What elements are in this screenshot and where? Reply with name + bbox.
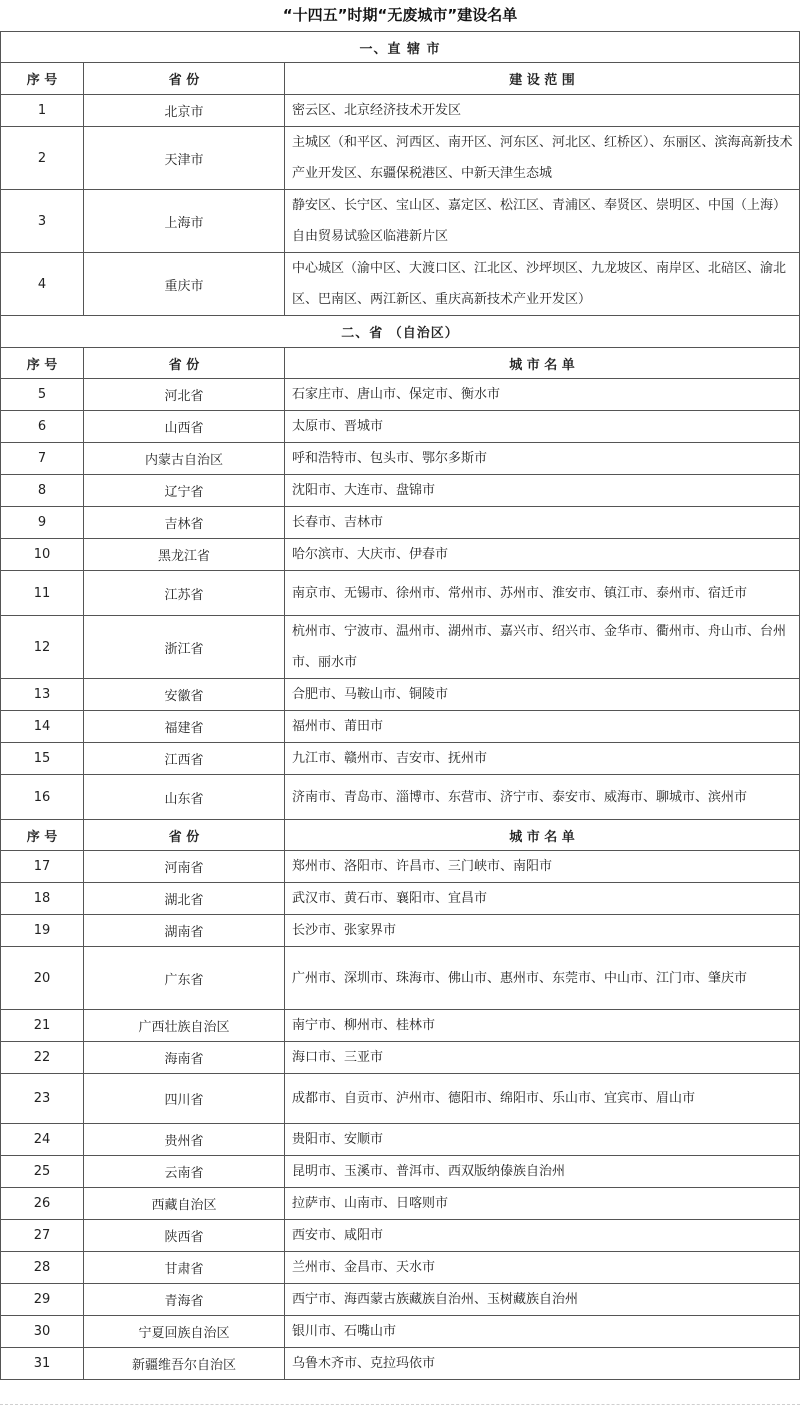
table-row (1, 1156, 800, 1188)
row-province: 辽宁省 (84, 475, 285, 507)
row-scope: 南京市、无锡市、徐州市、常州市、苏州市、淮安市、镇江市、泰州市、宿迁市 (285, 571, 800, 616)
table-row (1, 443, 800, 475)
row-scope: 杭州市、宁波市、温州市、湖州市、嘉兴市、绍兴市、金华市、衢州市、舟山市、台州市、丽水市 (285, 616, 800, 679)
row-scope: 石家庄市、唐山市、保定市、衡水市 (285, 379, 800, 411)
table-row (1, 1220, 800, 1252)
row-scope: 九江市、赣州市、吉安市、抚州市 (285, 743, 800, 775)
row-province: 内蒙古自治区 (84, 443, 285, 475)
row-scope: 贵阳市、安顺市 (285, 1124, 800, 1156)
row-province: 河北省 (84, 379, 285, 411)
row-scope: 长春市、吉林市 (285, 507, 800, 539)
row-province: 云南省 (84, 1156, 285, 1188)
row-province: 海南省 (84, 1042, 285, 1074)
row-scope: 郑州市、洛阳市、许昌市、三门峡市、南阳市 (285, 851, 800, 883)
header-province: 省 份 (84, 348, 285, 379)
row-scope: 银川市、石嘴山市 (285, 1316, 800, 1348)
header-scope: 城 市 名 单 (285, 348, 800, 379)
table-row (1, 1074, 800, 1124)
row-number: 30 (1, 1316, 84, 1348)
row-province: 四川省 (84, 1074, 285, 1124)
row-province: 福建省 (84, 711, 285, 743)
header-province: 省 份 (84, 820, 285, 851)
row-number: 13 (1, 679, 84, 711)
row-number: 3 (1, 190, 84, 253)
row-province: 湖南省 (84, 915, 285, 947)
row-number: 21 (1, 1010, 84, 1042)
row-scope: 南宁市、柳州市、桂林市 (285, 1010, 800, 1042)
row-scope: 西安市、咸阳市 (285, 1220, 800, 1252)
table-row (1, 947, 800, 1010)
table-row (1, 1042, 800, 1074)
row-number: 20 (1, 947, 84, 1010)
row-province: 浙江省 (84, 616, 285, 679)
table-row (1, 539, 800, 571)
row-scope: 密云区、北京经济技术开发区 (285, 95, 800, 127)
row-number: 18 (1, 883, 84, 915)
row-scope: 海口市、三亚市 (285, 1042, 800, 1074)
row-scope: 昆明市、玉溪市、普洱市、西双版纳傣族自治州 (285, 1156, 800, 1188)
row-number: 16 (1, 775, 84, 820)
row-scope: 中心城区（渝中区、大渡口区、江北区、沙坪坝区、九龙坡区、南岸区、北碚区、渝北区、巴南区、两江新区、重庆高新技术产业开发区） (285, 253, 800, 316)
row-number: 25 (1, 1156, 84, 1188)
row-scope: 合肥市、马鞍山市、铜陵市 (285, 679, 800, 711)
row-province: 山西省 (84, 411, 285, 443)
row-number: 28 (1, 1252, 84, 1284)
header-scope: 建 设 范 围 (285, 63, 800, 95)
header-number: 序 号 (1, 820, 84, 851)
row-province: 甘肃省 (84, 1252, 285, 1284)
row-province: 宁夏回族自治区 (84, 1316, 285, 1348)
row-number: 19 (1, 915, 84, 947)
row-number: 24 (1, 1124, 84, 1156)
row-province: 江苏省 (84, 571, 285, 616)
row-scope: 广州市、深圳市、珠海市、佛山市、惠州市、东莞市、中山市、江门市、肇庆市 (285, 947, 800, 1010)
city-list-table (0, 31, 800, 1380)
header-number: 序 号 (1, 63, 84, 95)
section-heading: 二、省 （自治区） (1, 316, 800, 348)
table-row (1, 127, 800, 190)
table-row (1, 190, 800, 253)
row-scope: 西宁市、海西蒙古族藏族自治州、玉树藏族自治州 (285, 1284, 800, 1316)
table-row (1, 883, 800, 915)
table-row (1, 711, 800, 743)
row-number: 9 (1, 507, 84, 539)
row-province: 北京市 (84, 95, 285, 127)
bottom-divider (0, 1404, 800, 1405)
table-row (1, 507, 800, 539)
row-number: 10 (1, 539, 84, 571)
page-title: “十四五”时期“无废城市”建设名单 (282, 6, 518, 24)
table-row (1, 1010, 800, 1042)
row-number: 12 (1, 616, 84, 679)
row-province: 广东省 (84, 947, 285, 1010)
header-number: 序 号 (1, 348, 84, 379)
row-number: 27 (1, 1220, 84, 1252)
section-heading: 一、直 辖 市 (1, 32, 800, 63)
row-province: 新疆维吾尔自治区 (84, 1348, 285, 1380)
row-number: 2 (1, 127, 84, 190)
row-number: 7 (1, 443, 84, 475)
row-scope: 乌鲁木齐市、克拉玛依市 (285, 1348, 800, 1380)
header-scope: 城 市 名 单 (285, 820, 800, 851)
table-row (1, 851, 800, 883)
table-row (1, 679, 800, 711)
row-scope: 太原市、晋城市 (285, 411, 800, 443)
table-row (1, 411, 800, 443)
column-header-row (1, 63, 800, 95)
row-province: 河南省 (84, 851, 285, 883)
row-number: 17 (1, 851, 84, 883)
row-scope: 福州市、莆田市 (285, 711, 800, 743)
table-row (1, 571, 800, 616)
row-province: 黑龙江省 (84, 539, 285, 571)
row-scope: 拉萨市、山南市、日喀则市 (285, 1188, 800, 1220)
table-row (1, 743, 800, 775)
row-scope: 呼和浩特市、包头市、鄂尔多斯市 (285, 443, 800, 475)
table-row (1, 1316, 800, 1348)
row-scope: 沈阳市、大连市、盘锦市 (285, 475, 800, 507)
row-scope: 哈尔滨市、大庆市、伊春市 (285, 539, 800, 571)
table-row (1, 915, 800, 947)
header-province: 省 份 (84, 63, 285, 95)
table-row (1, 253, 800, 316)
column-header-row (1, 348, 800, 379)
table-row (1, 95, 800, 127)
table-row (1, 1252, 800, 1284)
table-row (1, 1124, 800, 1156)
row-number: 6 (1, 411, 84, 443)
table-row (1, 1348, 800, 1380)
table-body (1, 32, 800, 1380)
table-row (1, 475, 800, 507)
row-number: 1 (1, 95, 84, 127)
row-scope: 成都市、自贡市、泸州市、德阳市、绵阳市、乐山市、宜宾市、眉山市 (285, 1074, 800, 1124)
row-number: 29 (1, 1284, 84, 1316)
row-number: 31 (1, 1348, 84, 1380)
row-scope: 兰州市、金昌市、天水市 (285, 1252, 800, 1284)
table-row (1, 775, 800, 820)
section-heading-row (1, 32, 800, 63)
row-number: 5 (1, 379, 84, 411)
table-row (1, 1284, 800, 1316)
row-province: 天津市 (84, 127, 285, 190)
row-scope: 长沙市、张家界市 (285, 915, 800, 947)
row-province: 吉林省 (84, 507, 285, 539)
table-row (1, 616, 800, 679)
row-scope: 静安区、长宁区、宝山区、嘉定区、松江区、青浦区、奉贤区、崇明区、中国（上海）自由贸易试验区临港新片区 (285, 190, 800, 253)
row-number: 8 (1, 475, 84, 507)
row-scope: 主城区（和平区、河西区、南开区、河东区、河北区、红桥区）、东丽区、滨海高新技术产业开发区、东疆保税港区、中新天津生态城 (285, 127, 800, 190)
row-province: 江西省 (84, 743, 285, 775)
row-province: 重庆市 (84, 253, 285, 316)
row-number: 11 (1, 571, 84, 616)
row-province: 西藏自治区 (84, 1188, 285, 1220)
row-number: 14 (1, 711, 84, 743)
row-province: 青海省 (84, 1284, 285, 1316)
row-province: 贵州省 (84, 1124, 285, 1156)
section-heading-row (1, 316, 800, 348)
row-scope: 济南市、青岛市、淄博市、东营市、济宁市、泰安市、威海市、聊城市、滨州市 (285, 775, 800, 820)
row-scope: 武汉市、黄石市、襄阳市、宜昌市 (285, 883, 800, 915)
row-number: 22 (1, 1042, 84, 1074)
table-row (1, 379, 800, 411)
row-province: 安徽省 (84, 679, 285, 711)
row-number: 15 (1, 743, 84, 775)
row-province: 湖北省 (84, 883, 285, 915)
row-province: 上海市 (84, 190, 285, 253)
table-row (1, 1188, 800, 1220)
row-number: 4 (1, 253, 84, 316)
row-number: 23 (1, 1074, 84, 1124)
column-header-row (1, 820, 800, 851)
row-number: 26 (1, 1188, 84, 1220)
row-province: 广西壮族自治区 (84, 1010, 285, 1042)
row-province: 陕西省 (84, 1220, 285, 1252)
row-province: 山东省 (84, 775, 285, 820)
